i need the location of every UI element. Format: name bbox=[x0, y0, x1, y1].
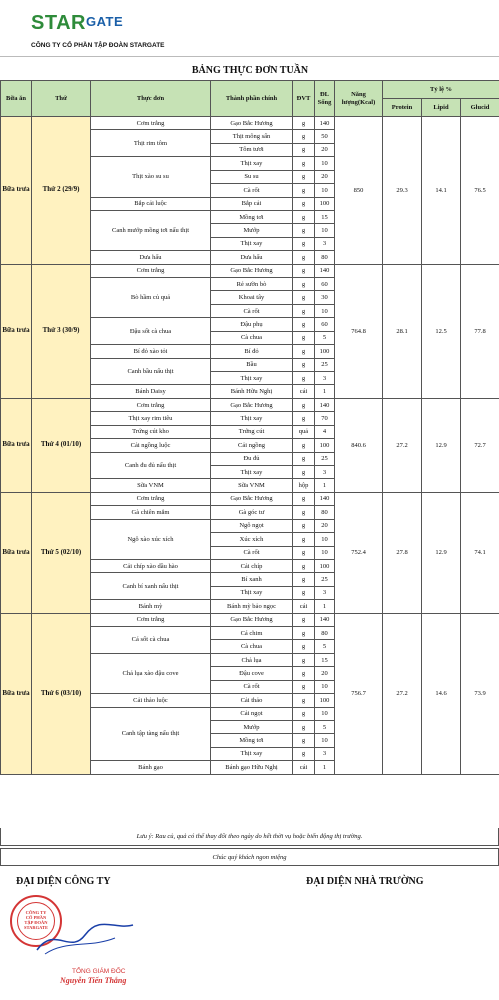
qty-cell: 15 bbox=[315, 653, 335, 666]
qty-cell: 100 bbox=[315, 345, 335, 358]
dish-cell: Cải thảo luộc bbox=[91, 694, 211, 707]
dish-cell: Trứng cút kho bbox=[91, 425, 211, 438]
unit-cell: cái bbox=[293, 761, 315, 774]
ingredient-cell: Thịt xay bbox=[211, 412, 293, 425]
ingredient-cell: Cải ngồng bbox=[211, 439, 293, 452]
qty-cell: 25 bbox=[315, 452, 335, 465]
protein-cell: 27.8 bbox=[383, 492, 422, 613]
ingredient-cell: Gạo Bắc Hương bbox=[211, 264, 293, 277]
stargate-logo bbox=[31, 12, 123, 35]
col-meal: Bữa ăn bbox=[1, 81, 32, 117]
unit-cell: hộp bbox=[293, 479, 315, 492]
qty-cell: 20 bbox=[315, 519, 335, 532]
dish-cell: Canh mướp mồng tơi nấu thịt bbox=[91, 210, 211, 250]
energy-cell: 840.6 bbox=[335, 398, 383, 492]
meal-cell: Bữa trưa bbox=[1, 398, 32, 492]
qty-cell: 80 bbox=[315, 251, 335, 264]
qty-cell: 10 bbox=[315, 734, 335, 747]
ingredient-cell: Mồng tơi bbox=[211, 210, 293, 223]
qty-cell: 80 bbox=[315, 627, 335, 640]
dish-cell: Cơm trắng bbox=[91, 492, 211, 505]
unit-cell: cái bbox=[293, 600, 315, 613]
meal-cell: Bữa trưa bbox=[1, 492, 32, 613]
unit-cell: g bbox=[293, 613, 315, 626]
dish-cell: Bánh mỳ bbox=[91, 600, 211, 613]
unit-cell: g bbox=[293, 304, 315, 317]
qty-cell: 3 bbox=[315, 747, 335, 760]
energy-cell: 756.7 bbox=[335, 613, 383, 774]
ingredient-cell: Gạo Bắc Hương bbox=[211, 613, 293, 626]
unit-cell: g bbox=[293, 170, 315, 183]
qty-cell: 80 bbox=[315, 506, 335, 519]
qty-cell: 25 bbox=[315, 358, 335, 371]
menu-table bbox=[0, 80, 499, 775]
header-divider bbox=[0, 56, 499, 57]
meal-cell: Bữa trưa bbox=[1, 264, 32, 398]
col-day: Thứ bbox=[32, 81, 91, 117]
unit-cell: g bbox=[293, 667, 315, 680]
day-cell: Thứ 6 (03/10) bbox=[32, 613, 91, 774]
page-header bbox=[0, 0, 499, 62]
dish-cell: Gà chiên mắm bbox=[91, 506, 211, 519]
ingredient-cell: Gạo Bắc Hương bbox=[211, 117, 293, 130]
qty-cell: 5 bbox=[315, 640, 335, 653]
ingredient-cell: Đậu phụ bbox=[211, 318, 293, 331]
unit-cell: g bbox=[293, 465, 315, 478]
ingredient-cell: Đậu cove bbox=[211, 667, 293, 680]
unit-cell: g bbox=[293, 358, 315, 371]
qty-cell: 10 bbox=[315, 304, 335, 317]
qty-cell: 1 bbox=[315, 600, 335, 613]
unit-cell: g bbox=[293, 586, 315, 599]
seal-text: CỔ PHẦN bbox=[25, 915, 47, 921]
table-row bbox=[1, 264, 499, 277]
unit-cell: g bbox=[293, 224, 315, 237]
glucid-cell: 73.9 bbox=[461, 613, 499, 774]
meal-cell: Bữa trưa bbox=[1, 613, 32, 774]
glucid-cell: 77.8 bbox=[461, 264, 499, 398]
unit-cell: g bbox=[293, 546, 315, 559]
unit-cell: g bbox=[293, 197, 315, 210]
qty-cell: 10 bbox=[315, 707, 335, 720]
day-cell: Thứ 3 (30/9) bbox=[32, 264, 91, 398]
protein-cell: 27.2 bbox=[383, 613, 422, 774]
school-representative: ĐẠI DIỆN NHÀ TRƯỜNG bbox=[306, 876, 424, 887]
dish-cell: Cá sốt cà chua bbox=[91, 627, 211, 654]
ingredient-cell: Cà chua bbox=[211, 331, 293, 344]
lipid-cell: 12.5 bbox=[422, 264, 461, 398]
unit-cell: g bbox=[293, 653, 315, 666]
ingredient-cell: Khoai tây bbox=[211, 291, 293, 304]
dish-cell: Canh bí xanh nấu thịt bbox=[91, 573, 211, 600]
unit-cell: g bbox=[293, 251, 315, 264]
unit-cell: g bbox=[293, 452, 315, 465]
ingredient-cell: Thịt xay bbox=[211, 237, 293, 250]
dish-cell: Bí đỏ xào tỏi bbox=[91, 345, 211, 358]
qty-cell: 100 bbox=[315, 559, 335, 572]
unit-cell: g bbox=[293, 640, 315, 653]
thanks-message: Chúc quý khách ngon miệng bbox=[0, 848, 499, 866]
ingredient-cell: Mướp bbox=[211, 224, 293, 237]
unit-cell: g bbox=[293, 720, 315, 733]
lipid-cell: 12.9 bbox=[422, 492, 461, 613]
lipid-cell: 14.1 bbox=[422, 117, 461, 265]
ingredient-cell: Bánh gạo Hữu Nghị bbox=[211, 761, 293, 774]
dish-cell: Đậu sốt cà chua bbox=[91, 318, 211, 345]
qty-cell: 100 bbox=[315, 439, 335, 452]
unit-cell: cái bbox=[293, 385, 315, 398]
unit-cell: g bbox=[293, 184, 315, 197]
unit-cell: g bbox=[293, 331, 315, 344]
protein-cell: 29.3 bbox=[383, 117, 422, 265]
unit-cell: quả bbox=[293, 425, 315, 438]
qty-cell: 4 bbox=[315, 425, 335, 438]
ingredient-cell: Cà rốt bbox=[211, 184, 293, 197]
table-row bbox=[1, 613, 499, 626]
ingredient-cell: Sữa VNM bbox=[211, 479, 293, 492]
ingredient-cell: Cà rốt bbox=[211, 304, 293, 317]
col-ratio: Tỷ lệ % bbox=[383, 81, 499, 99]
ingredient-cell: Bánh mỳ bảo ngọc bbox=[211, 600, 293, 613]
seal-text: CÔNG TY bbox=[25, 910, 47, 916]
unit-cell: g bbox=[293, 412, 315, 425]
ingredient-cell: Cà chua bbox=[211, 640, 293, 653]
lipid-cell: 12.9 bbox=[422, 398, 461, 492]
dish-cell: Bánh gạo bbox=[91, 761, 211, 774]
unit-cell: g bbox=[293, 519, 315, 532]
unit-cell: g bbox=[293, 734, 315, 747]
energy-cell: 752.4 bbox=[335, 492, 383, 613]
qty-cell: 20 bbox=[315, 170, 335, 183]
unit-cell: g bbox=[293, 318, 315, 331]
ingredient-cell: Ngô ngọt bbox=[211, 519, 293, 532]
unit-cell: g bbox=[293, 278, 315, 291]
ingredient-cell: Mồng tơi bbox=[211, 734, 293, 747]
col-dish: Thực đơn bbox=[91, 81, 211, 117]
dish-cell: Bánh Daisy bbox=[91, 385, 211, 398]
ingredient-cell: Thịt xay bbox=[211, 747, 293, 760]
ingredient-cell: Rẻ sườn bò bbox=[211, 278, 293, 291]
unit-cell: g bbox=[293, 345, 315, 358]
dish-cell: Canh đu đủ nấu thịt bbox=[91, 452, 211, 479]
unit-cell: g bbox=[293, 264, 315, 277]
ingredient-cell: Bầu bbox=[211, 358, 293, 371]
qty-cell: 10 bbox=[315, 157, 335, 170]
qty-cell: 60 bbox=[315, 318, 335, 331]
col-energy: Năng lượng(Kcal) bbox=[335, 81, 383, 117]
unit-cell: g bbox=[293, 130, 315, 143]
seal-text: TẬP ĐOÀN bbox=[24, 920, 48, 925]
qty-cell: 140 bbox=[315, 264, 335, 277]
qty-cell: 140 bbox=[315, 117, 335, 130]
qty-cell: 1 bbox=[315, 761, 335, 774]
dish-cell: Cải ngồng luộc bbox=[91, 439, 211, 452]
unit-cell: g bbox=[293, 291, 315, 304]
ingredient-cell: Trứng cút bbox=[211, 425, 293, 438]
ingredient-cell: Bí đỏ bbox=[211, 345, 293, 358]
unit-cell: g bbox=[293, 694, 315, 707]
qty-cell: 30 bbox=[315, 291, 335, 304]
day-cell: Thứ 4 (01/10) bbox=[32, 398, 91, 492]
unit-cell: g bbox=[293, 559, 315, 572]
unit-cell: g bbox=[293, 707, 315, 720]
col-unit: ĐVT bbox=[293, 81, 315, 117]
qty-cell: 5 bbox=[315, 720, 335, 733]
ingredient-cell: Dưa hấu bbox=[211, 251, 293, 264]
unit-cell: g bbox=[293, 573, 315, 586]
glucid-cell: 72.7 bbox=[461, 398, 499, 492]
ingredient-cell: Su su bbox=[211, 170, 293, 183]
glucid-cell: 74.1 bbox=[461, 492, 499, 613]
dish-cell: Cơm trắng bbox=[91, 613, 211, 626]
signer-name: Nguyễn Tiến Thắng bbox=[60, 976, 127, 985]
ingredient-cell: Gạo Bắc Hương bbox=[211, 492, 293, 505]
qty-cell: 140 bbox=[315, 398, 335, 411]
protein-cell: 27.2 bbox=[383, 398, 422, 492]
ingredient-cell: Cải chíp bbox=[211, 559, 293, 572]
ingredient-cell: Gạo Bắc Hương bbox=[211, 398, 293, 411]
company-representative: ĐẠI DIỆN CÔNG TY bbox=[16, 876, 111, 887]
col-lipid: Lipid bbox=[422, 99, 461, 117]
table-row bbox=[1, 398, 499, 411]
col-ingredient: Thành phần chính bbox=[211, 81, 293, 117]
unit-cell: g bbox=[293, 680, 315, 693]
unit-cell: g bbox=[293, 237, 315, 250]
unit-cell: g bbox=[293, 747, 315, 760]
dish-cell: Canh tập tàng nấu thịt bbox=[91, 707, 211, 761]
qty-cell: 3 bbox=[315, 372, 335, 385]
qty-cell: 10 bbox=[315, 224, 335, 237]
qty-cell: 10 bbox=[315, 546, 335, 559]
qty-cell: 140 bbox=[315, 492, 335, 505]
menu-title: BẢNG THỰC ĐƠN TUẦN bbox=[191, 65, 309, 76]
qty-cell: 10 bbox=[315, 184, 335, 197]
qty-cell: 1 bbox=[315, 385, 335, 398]
dish-cell: Thịt rim tôm bbox=[91, 130, 211, 157]
dish-cell: Cơm trắng bbox=[91, 398, 211, 411]
ingredient-cell: Cà rốt bbox=[211, 680, 293, 693]
protein-cell: 28.1 bbox=[383, 264, 422, 398]
ingredient-cell: Thịt mông sấn bbox=[211, 130, 293, 143]
dish-cell: Cải chíp xào dầu hào bbox=[91, 559, 211, 572]
signature-scribble bbox=[35, 920, 135, 960]
dish-cell: Cơm trắng bbox=[91, 117, 211, 130]
qty-cell: 5 bbox=[315, 331, 335, 344]
qty-cell: 25 bbox=[315, 573, 335, 586]
table-row bbox=[1, 492, 499, 505]
dish-cell: Thịt xào su su bbox=[91, 157, 211, 197]
energy-cell: 850 bbox=[335, 117, 383, 265]
ingredient-cell: Thịt xay bbox=[211, 372, 293, 385]
unit-cell: g bbox=[293, 398, 315, 411]
qty-cell: 1 bbox=[315, 479, 335, 492]
qty-cell: 3 bbox=[315, 465, 335, 478]
unit-cell: g bbox=[293, 143, 315, 156]
qty-cell: 10 bbox=[315, 533, 335, 546]
table-row bbox=[1, 117, 499, 130]
col-protein: Protein bbox=[383, 99, 422, 117]
ingredient-cell: Cá chim bbox=[211, 627, 293, 640]
unit-cell: g bbox=[293, 210, 315, 223]
ingredient-cell: Bí xanh bbox=[211, 573, 293, 586]
ingredient-cell: Bắp cải bbox=[211, 197, 293, 210]
dish-cell: Chả lụa xào đậu cove bbox=[91, 653, 211, 693]
unit-cell: g bbox=[293, 492, 315, 505]
qty-cell: 50 bbox=[315, 130, 335, 143]
unit-cell: g bbox=[293, 533, 315, 546]
ingredient-cell: Xúc xích bbox=[211, 533, 293, 546]
qty-cell: 100 bbox=[315, 197, 335, 210]
signer-position: TỔNG GIÁM ĐỐC bbox=[72, 968, 126, 975]
unit-cell: g bbox=[293, 627, 315, 640]
ingredient-cell: Bánh Hữu Nghị bbox=[211, 385, 293, 398]
company-name: CÔNG TY CỔ PHẦN TẬP ĐOÀN STARGATE bbox=[31, 42, 165, 49]
day-cell: Thứ 5 (02/10) bbox=[32, 492, 91, 613]
ingredient-cell: Cà rốt bbox=[211, 546, 293, 559]
col-qty: ĐL Sống bbox=[315, 81, 335, 117]
qty-cell: 60 bbox=[315, 278, 335, 291]
ingredient-cell: Thịt xay bbox=[211, 157, 293, 170]
qty-cell: 70 bbox=[315, 412, 335, 425]
dish-cell: Thịt xay rim tiêu bbox=[91, 412, 211, 425]
dish-cell: Bắp cải luộc bbox=[91, 197, 211, 210]
ingredient-cell: Chả lụa bbox=[211, 653, 293, 666]
ingredient-cell: Đu đủ bbox=[211, 452, 293, 465]
seal-text: STARGATE bbox=[23, 924, 49, 930]
glucid-cell: 76.5 bbox=[461, 117, 499, 265]
dish-cell: Bò hầm củ quả bbox=[91, 278, 211, 318]
col-glucid: Glucid bbox=[461, 99, 499, 117]
unit-cell: g bbox=[293, 372, 315, 385]
dish-cell: Sữa VNM bbox=[91, 479, 211, 492]
day-cell: Thứ 2 (29/9) bbox=[32, 117, 91, 265]
unit-cell: g bbox=[293, 157, 315, 170]
qty-cell: 3 bbox=[315, 586, 335, 599]
dish-cell: Ngô xào xúc xích bbox=[91, 519, 211, 559]
meal-cell: Bữa trưa bbox=[1, 117, 32, 265]
note: Lưu ý: Rau củ, quả có thể thay đổi theo ngày do hết thời vụ hoặc biến động thị trường. bbox=[0, 828, 499, 846]
ingredient-cell: Thịt xay bbox=[211, 586, 293, 599]
unit-cell: g bbox=[293, 117, 315, 130]
qty-cell: 10 bbox=[315, 680, 335, 693]
ingredient-cell: Cải thảo bbox=[211, 694, 293, 707]
logo-text-gate: GATE bbox=[85, 14, 124, 29]
qty-cell: 20 bbox=[315, 143, 335, 156]
ingredient-cell: Mướp bbox=[211, 720, 293, 733]
energy-cell: 764.8 bbox=[335, 264, 383, 398]
qty-cell: 100 bbox=[315, 694, 335, 707]
ingredient-cell: Tôm tươi bbox=[211, 143, 293, 156]
unit-cell: g bbox=[293, 439, 315, 452]
ingredient-cell: Cải ngọt bbox=[211, 707, 293, 720]
dish-cell: Cơm trắng bbox=[91, 264, 211, 277]
qty-cell: 15 bbox=[315, 210, 335, 223]
qty-cell: 20 bbox=[315, 667, 335, 680]
dish-cell: Canh bầu nấu thịt bbox=[91, 358, 211, 385]
logo-text: STAR bbox=[31, 12, 86, 34]
qty-cell: 3 bbox=[315, 237, 335, 250]
unit-cell: g bbox=[293, 506, 315, 519]
qty-cell: 140 bbox=[315, 613, 335, 626]
ingredient-cell: Thịt xay bbox=[211, 465, 293, 478]
dish-cell: Dưa hấu bbox=[91, 251, 211, 264]
ingredient-cell: Gà góc tư bbox=[211, 506, 293, 519]
lipid-cell: 14.6 bbox=[422, 613, 461, 774]
